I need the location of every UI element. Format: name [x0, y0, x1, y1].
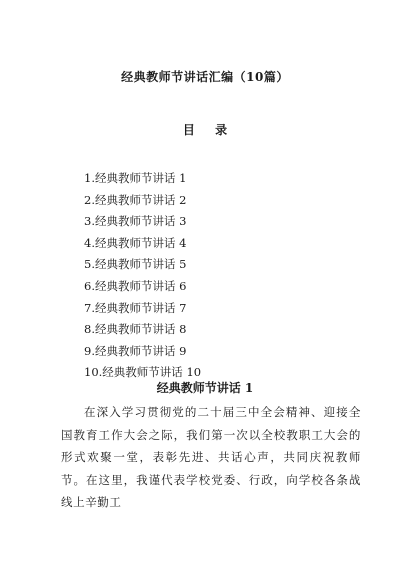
toc-item: 1.经典教师节讲话 1: [84, 171, 187, 185]
body-paragraph: 在深入学习贯彻党的二十届三中全会精神、迎接全国教育工作大会之际，我们第一次以全校教职工大会的形式欢聚一堂，表彰先进、共话心声，共同庆祝教师节。在这里，我谨代表学校党委、行政，向学校各条战线上辛勤工: [61, 405, 361, 509]
toc-item: 3.经典教师节讲话 3: [84, 214, 187, 229]
toc-heading: 目 录: [182, 123, 236, 137]
table-of-contents: [84, 170, 201, 386]
toc-item: 2.经典教师节讲话 2: [84, 192, 187, 207]
section-title: 经典教师节讲话 1: [156, 381, 254, 395]
toc-item: 10.经典教师节讲话 10: [84, 365, 202, 380]
toc-item: 7.经典教师节讲话 7: [84, 300, 187, 315]
toc-item: 8.经典教师节讲话 8: [84, 322, 187, 337]
document-title: 经典教师节讲话汇编（10篇）: [121, 70, 289, 84]
toc-item: 5.经典教师节讲话 5: [84, 257, 187, 272]
toc-item: 6.经典教师节讲话 6: [84, 278, 187, 293]
toc-item: 4.经典教师节讲话 4: [84, 235, 187, 250]
toc-item: 9.经典教师节讲话 9: [84, 343, 187, 358]
